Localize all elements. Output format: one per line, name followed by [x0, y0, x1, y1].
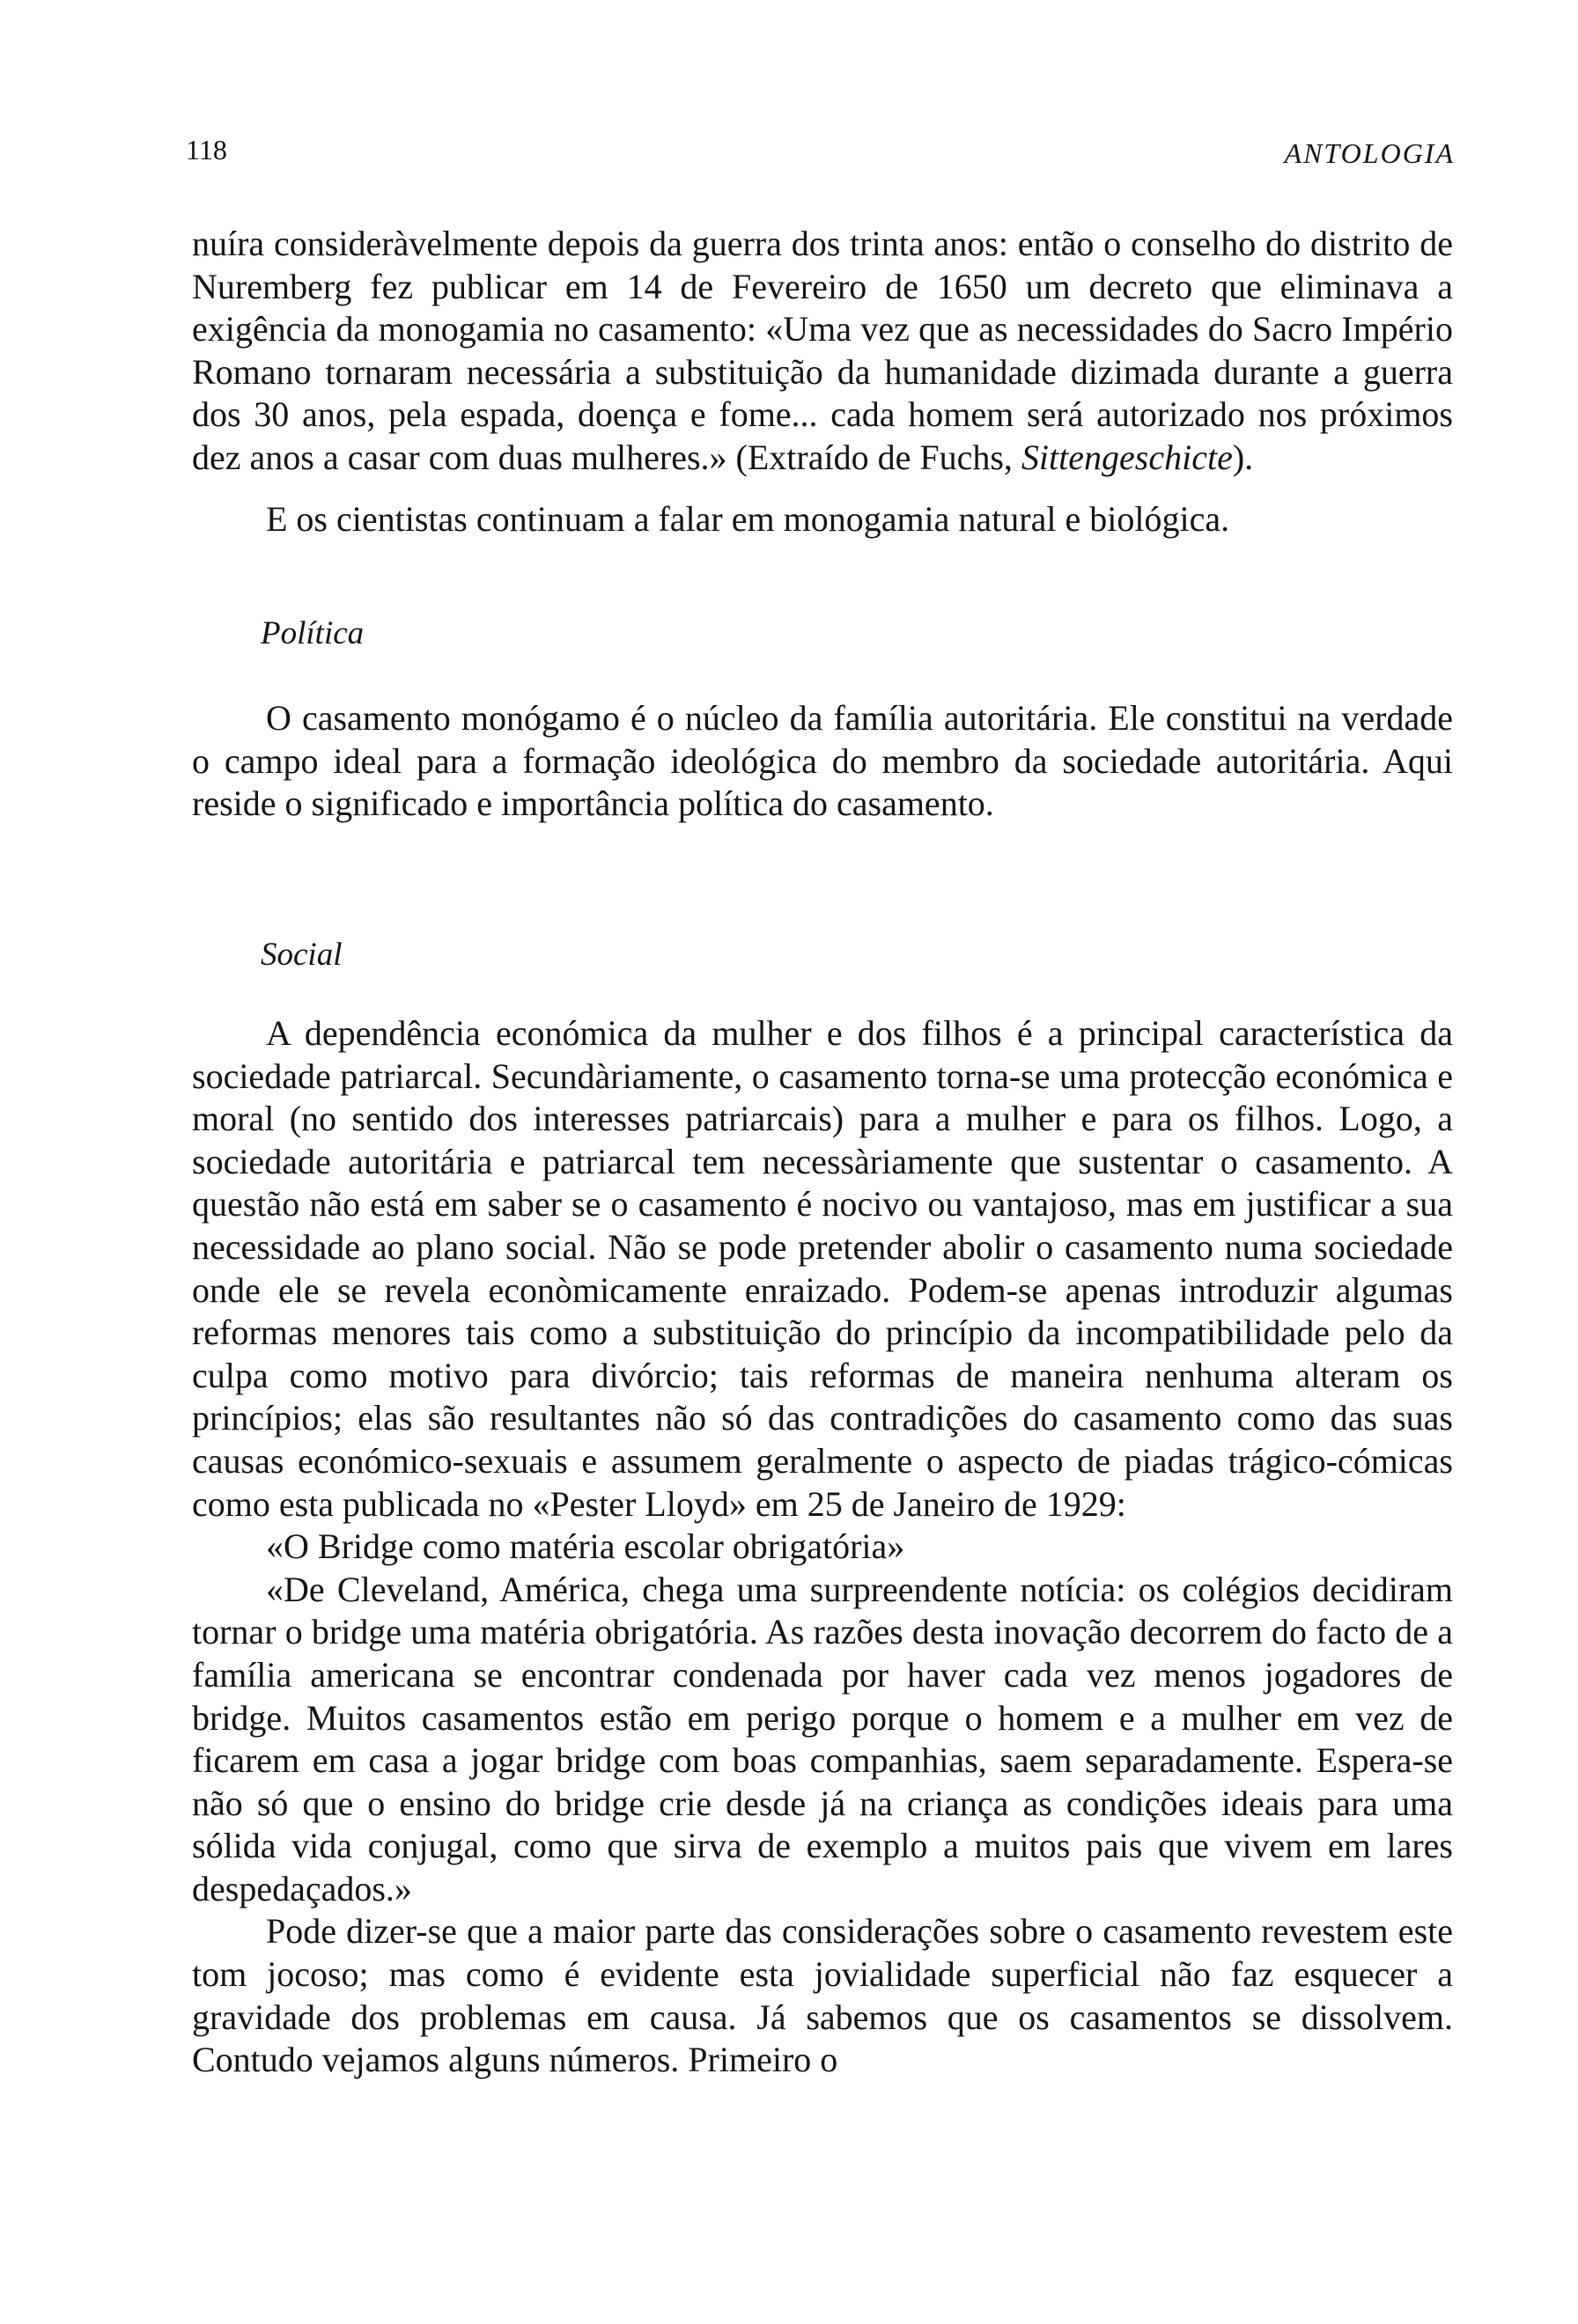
source-end: ).: [1232, 437, 1254, 477]
quote-body: «De Cleveland, América, chega uma surpreendente notícia: os colégios decidiram tornar o bridge uma matéria obrigatória. As razões desta inovação decorrem do facto de a família americana se encontrar condenada por haver cada vez menos jogadores de bridge. Muitos casamentos estão em perigo porque o homem e a mulher em vez de ficarem em casa a jogar bridge com boas companhias, saem separadamente. Espera-se não só que o ensino do bridge crie desde já na criança as condições ideais para uma sólida vida conjugal, como que sirva de exemplo a muitos pais que vivem em lares despedaçados.»: [192, 1569, 1453, 1908]
social-paragraph-2: Pode dizer-se que a maior parte das considerações sobre o casamento revestem este tom jocoso; mas como é evidente esta jovialidade superficial não faz esquecer a gravidade dos problemas em causa. Já sabemos que os casamentos se dissolvem. Contudo vejamos alguns números. Primeiro o: [192, 1911, 1453, 2080]
source-title: Sittengeschicte: [1021, 437, 1233, 477]
section-heading-politica: Política: [261, 615, 365, 651]
page-number: 118: [186, 134, 227, 165]
continuation-closing-block: [192, 498, 1453, 541]
continuation-paragraph: [192, 223, 1453, 480]
continuation-paragraph-text: nuíra consideràvelmente depois da guerra dos trinta anos: então o conselho do distrito de Nuremberg fez publicar em 14 de Fevereiro de 1650 um decreto que eliminava a exigência da monogamia no casamento: «Uma vez que as necessidades do Sacro Império Romano tornaram necessária a substituição da humanidade dizimada durante a guerra dos 30 anos, pela espada, doença e fome... cada homem será autorizado nos próximos dez anos a casar com duas mulheres.» (Extraído de Fuchs,: [192, 224, 1453, 477]
running-head: ANTOLOGIA: [1284, 137, 1455, 169]
politica-paragraph: O casamento monógamo é o núcleo da família autoritária. Ele constitui na verdade o campo ideal para a formação ideológica do membro da sociedade autoritária. Aqui reside o significado e importância política do casamento.: [192, 698, 1453, 824]
page-header: [186, 134, 1455, 178]
section-heading-social: Social: [261, 937, 343, 973]
continuation-text: [192, 223, 1453, 480]
politica-section: [192, 697, 1453, 826]
quote-title: «O Bridge como matéria escolar obrigatória»: [266, 1526, 905, 1567]
social-section: [192, 1012, 1453, 2082]
social-paragraph-1: A dependência económica da mulher e dos filhos é a principal característica da sociedade patriarcal. Secundàriamente, o casamento torna-se uma protecção económica e moral (no sentido dos interesses patriarcais) para a mulher e para os filhos. Logo, a sociedade autoritária e patriarcal tem necessàriamente que sustentar o casamento. A questão não está em saber se o casamento é nocivo ou vantajoso, mas em justificar a sua necessidade ao plano social. Não se pode pretender abolir o casamento numa sociedade onde ele se revela econòmicamente enraizado. Podem-se apenas introduzir algumas reformas menores tais como a substituição do princípio da incompatibilidade pelo da culpa como motivo para divórcio; tais reformas de maneira nenhuma alteram os princípios; elas são resultantes não só das contradições do casamento como das suas causas económico-sexuais e assumem geralmente o aspecto de piadas trágico-cómicas como esta publicada no «Pester Lloyd» em 25 de Janeiro de 1929:: [192, 1013, 1453, 1524]
continuation-closing: E os cientistas continuam a falar em monogamia natural e biológica.: [266, 499, 1230, 539]
